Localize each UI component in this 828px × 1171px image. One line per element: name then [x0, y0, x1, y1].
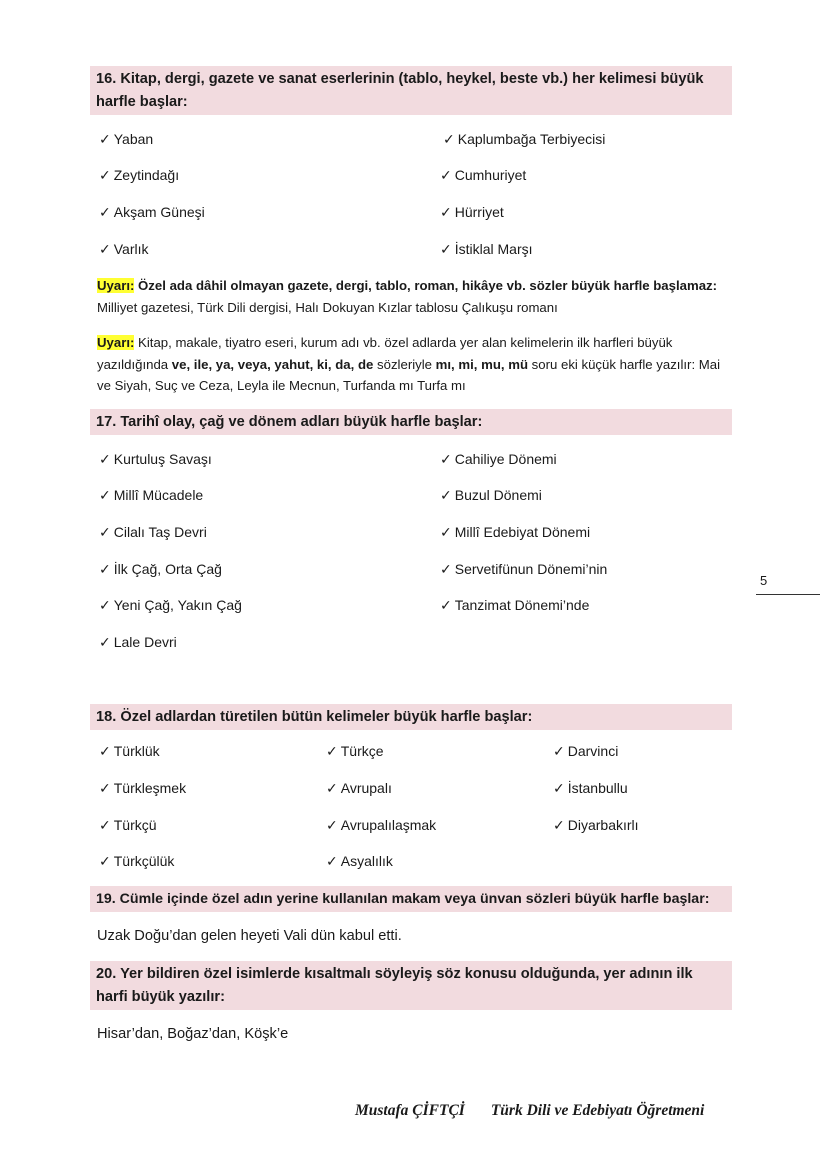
list-item: ✓ Yaban: [99, 131, 154, 147]
list-item: ✓ Avrupalılaşmak: [326, 817, 437, 833]
list-item: ✓ İlk Çağ, Orta Çağ: [99, 561, 222, 577]
list-item: ✓ Darvinci: [553, 743, 619, 759]
warning-label: Uyarı:: [97, 335, 135, 350]
list-item: ✓ Cahiliye Dönemi: [440, 451, 557, 467]
list-item: ✓ Türkçülük: [99, 853, 175, 869]
warning-label: Uyarı:: [97, 278, 135, 293]
list-item: ✓ Cilalı Taş Devri: [99, 524, 207, 540]
list-item: ✓ Türkleşmek: [99, 780, 187, 796]
list-item: ✓ Hürriyet: [440, 204, 504, 220]
section-20-heading: 20. Yer bildiren özel isimlerde kısaltmalı söyleyiş söz konusu olduğunda, yer adının ilk harfi büyük yazılır:: [90, 961, 732, 1010]
page-number: 5: [760, 573, 768, 588]
list-item: ✓ Zeytindağı: [99, 167, 180, 183]
section-17-heading: 17. Tarihî olay, çağ ve dönem adları büyük harfle başlar:: [90, 409, 732, 435]
list-item: ✓ Diyarbakırlı: [553, 817, 639, 833]
list-item: ✓ Asyalılık: [326, 853, 393, 869]
list-item: ✓ Türkçe: [326, 743, 384, 759]
list-item: ✓ Kurtuluş Savaşı: [99, 451, 212, 467]
section-16-heading: 16. Kitap, dergi, gazete ve sanat eserlerinin (tablo, heykel, beste vb.) her kelimesi büyük harfle başlar:: [90, 66, 732, 115]
footer: [355, 1102, 704, 1120]
list-item: ✓ Türkçü: [99, 817, 157, 833]
example-text: Hisar’dan, Boğaz’dan, Köşk’e: [97, 1026, 289, 1042]
list-item: ✓ Avrupalı: [326, 780, 392, 796]
list-item: ✓ Varlık: [99, 241, 149, 257]
list-item: ✓ İstanbullu: [553, 780, 628, 796]
list-item: ✓ Tanzimat Dönemi’nde: [440, 597, 590, 613]
list-item: ✓ Akşam Güneşi: [99, 204, 205, 220]
warning-note-1: Uyarı: Özel ada dâhil olmayan gazete, dergi, tablo, roman, hikâye vb. sözler büyük harfle başlamaz: Milliyet gazetesi, Türk Dili dergisi, Halı Dokuyan Kızlar tablosu Çalıkuşu romanı: [97, 278, 718, 315]
list-item: ✓ Türklük: [99, 743, 160, 759]
example-text: Uzak Doğu’dan gelen heyeti Vali dün kabul etti.: [97, 928, 402, 944]
list-item: ✓ Millî Edebiyat Dönemi: [440, 524, 591, 540]
warning-note-2: Uyarı: Kitap, makale, tiyatro eseri, kurum adı vb. özel adlarda yer alan kelimelerin ilk harfleri büyük yazıldığında ve, ile, ya, veya, yahut, ki, da, de sözleriyle mı, mi, mu, mü soru eki küçük harfle yazılır: Mai ve Siyah, Suç ve Ceza, Leyla ile Mecnun, Turfanda mı Turfa mı: [97, 335, 721, 393]
section-19-heading: 19. Cümle içinde özel adın yerine kullanılan makam veya ünvan sözleri büyük harfle başlar:: [90, 886, 732, 912]
list-item: ✓ Buzul Dönemi: [440, 487, 542, 503]
section-18-heading: 18. Özel adlardan türetilen bütün kelimeler büyük harfle başlar:: [90, 704, 732, 730]
list-item: ✓ Servetifünun Dönemi’nin: [440, 561, 608, 577]
list-item: ✓ Cumhuriyet: [440, 167, 527, 183]
list-item: ✓ Kaplumbağa Terbiyecisi: [443, 131, 606, 147]
footer-role: Türk Dili ve Edebiyatı Öğretmeni: [490, 1102, 705, 1119]
list-item: ✓ Lale Devri: [99, 634, 177, 650]
list-item: ✓ Millî Mücadele: [99, 487, 204, 503]
page-number-rule: [756, 594, 820, 595]
footer-author: Mustafa ÇİFTÇİ: [355, 1102, 465, 1119]
list-item: ✓ Yeni Çağ, Yakın Çağ: [99, 597, 242, 613]
list-item: ✓ İstiklal Marşı: [440, 241, 533, 257]
